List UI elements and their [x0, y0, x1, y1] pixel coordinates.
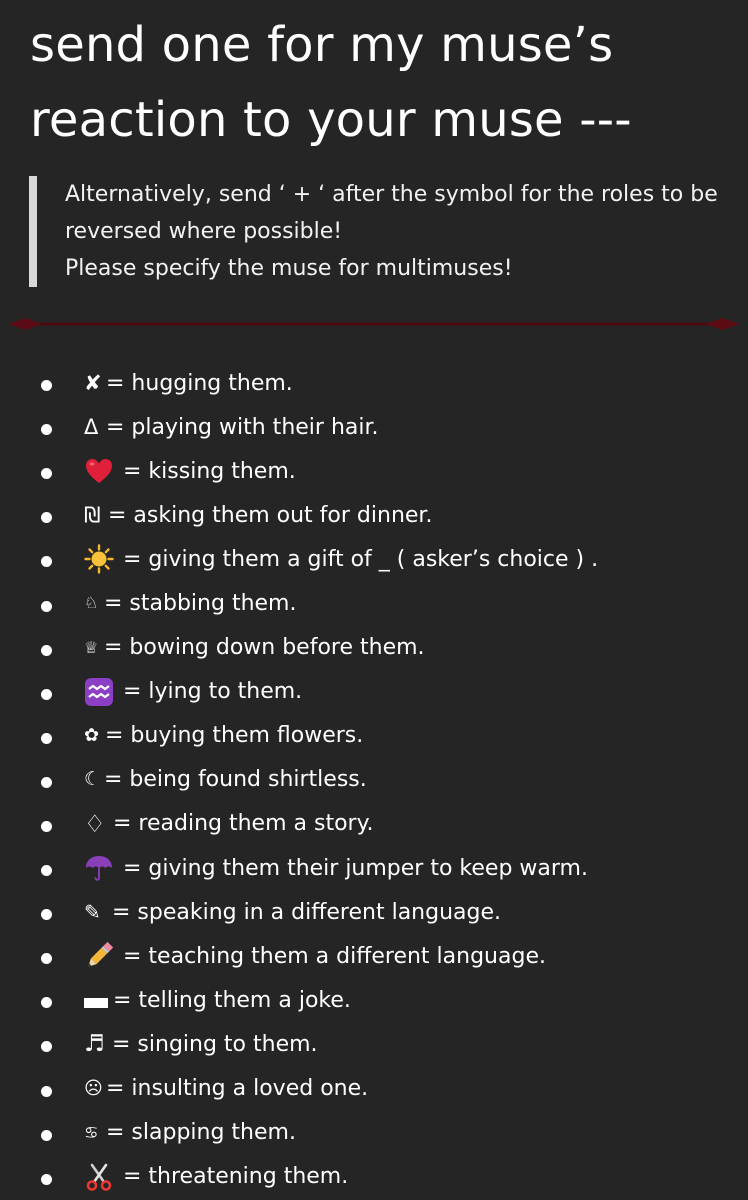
aquarius-icon: [84, 670, 114, 714]
bullet-icon: [41, 601, 52, 612]
list-item: [0, 1111, 748, 1155]
item-text: = being found shirtless.: [104, 767, 367, 793]
instructions-quote: [29, 176, 748, 287]
pencil-icon: [84, 934, 114, 978]
instructions-line-2: reversed where possible!: [65, 219, 343, 244]
bullet-icon: [41, 997, 52, 1008]
page-title: [30, 8, 730, 158]
list-item: [0, 493, 748, 537]
bullet-icon: [41, 380, 52, 391]
item-text: = stabbing them.: [104, 590, 297, 616]
list-item: [0, 537, 748, 581]
title-line-1: send one for my muse’s: [30, 17, 614, 73]
item-text: = playing with their hair.: [106, 414, 379, 440]
bullet-icon: [41, 512, 52, 523]
item-text: = buying them flowers.: [105, 723, 364, 749]
bullet-icon: [41, 689, 52, 700]
diamond-outline-icon: ♢: [84, 809, 106, 838]
prompt-list: [0, 361, 748, 1199]
frowning-face-icon: ☹: [84, 1077, 103, 1099]
item-text: = teaching them a different language.: [123, 943, 546, 969]
bullet-icon: [41, 909, 52, 920]
list-item: [0, 890, 748, 934]
bullet-icon: [41, 733, 52, 744]
list-item: [0, 670, 748, 714]
title-line-2: reaction to your muse ---: [30, 92, 632, 148]
list-item: [0, 449, 748, 493]
item-text: = insulting a loved one.: [106, 1076, 369, 1101]
item-text: = bowing down before them.: [104, 635, 425, 661]
bullet-icon: [41, 1086, 52, 1097]
bullet-icon: [41, 1041, 52, 1052]
cross-mark-icon: ✘: [84, 370, 102, 395]
bullet-icon: [41, 777, 52, 788]
umbrella-icon: [84, 846, 114, 890]
triangle-icon: Δ: [84, 414, 99, 439]
item-text: = kissing them.: [123, 458, 296, 484]
item-text: = giving them a gift of _ ( asker’s choice ) .: [123, 546, 599, 572]
item-text: = hugging them.: [106, 370, 293, 396]
list-item: [0, 846, 748, 890]
scissors-icon: [84, 1155, 114, 1199]
music-notes-icon: ♬: [84, 1030, 105, 1057]
bullet-icon: [41, 424, 52, 435]
sheqel-sign-icon: ₪: [84, 502, 101, 527]
item-text: = threatening them.: [123, 1164, 349, 1190]
list-item: [0, 714, 748, 758]
sun-icon: [84, 537, 114, 581]
chess-knight-icon: ♘: [84, 593, 99, 613]
bullet-icon: [41, 645, 52, 656]
bullet-icon: [41, 865, 52, 876]
list-item: [0, 934, 748, 978]
list-item: [0, 1155, 748, 1199]
list-item: [0, 626, 748, 670]
red-heart-icon: [84, 449, 114, 493]
bullet-icon: [41, 821, 52, 832]
list-item: [0, 581, 748, 625]
list-item: [0, 802, 748, 846]
bullet-icon: [41, 1130, 52, 1141]
list-item: [0, 1022, 748, 1066]
pencil-outline-icon: ✎: [84, 900, 101, 925]
instructions-line-1: Alternatively, send ‘ + ‘ after the symbol for the roles to be: [65, 182, 718, 207]
item-text: = lying to them.: [123, 679, 303, 705]
item-text: = slapping them.: [106, 1120, 296, 1146]
crescent-moon-icon: ☾: [84, 768, 102, 791]
list-item: [0, 361, 748, 405]
list-item: [0, 758, 748, 802]
black-rectangle-icon: [84, 978, 108, 1022]
instructions-line-3: Please specify the muse for multimuses!: [65, 256, 513, 281]
chess-queen-icon: ♕: [84, 637, 99, 657]
list-item: [0, 978, 748, 1022]
cancer-zodiac-icon: ♋: [84, 1122, 99, 1142]
bullet-icon: [41, 953, 52, 964]
bullet-icon: [41, 468, 52, 479]
list-item: [0, 1067, 748, 1111]
item-text: = speaking in a different language.: [112, 899, 501, 925]
item-text: = singing to them.: [112, 1031, 318, 1057]
flower-icon: ✿: [84, 724, 100, 746]
bullet-icon: [41, 556, 52, 567]
item-text: = asking them out for dinner.: [108, 502, 433, 528]
bullet-icon: [41, 1174, 52, 1185]
ornamental-divider: [8, 316, 740, 332]
item-text: = reading them a story.: [113, 811, 374, 837]
item-text: = telling them a joke.: [113, 987, 351, 1013]
item-text: = giving them their jumper to keep warm.: [123, 855, 588, 881]
list-item: [0, 405, 748, 449]
